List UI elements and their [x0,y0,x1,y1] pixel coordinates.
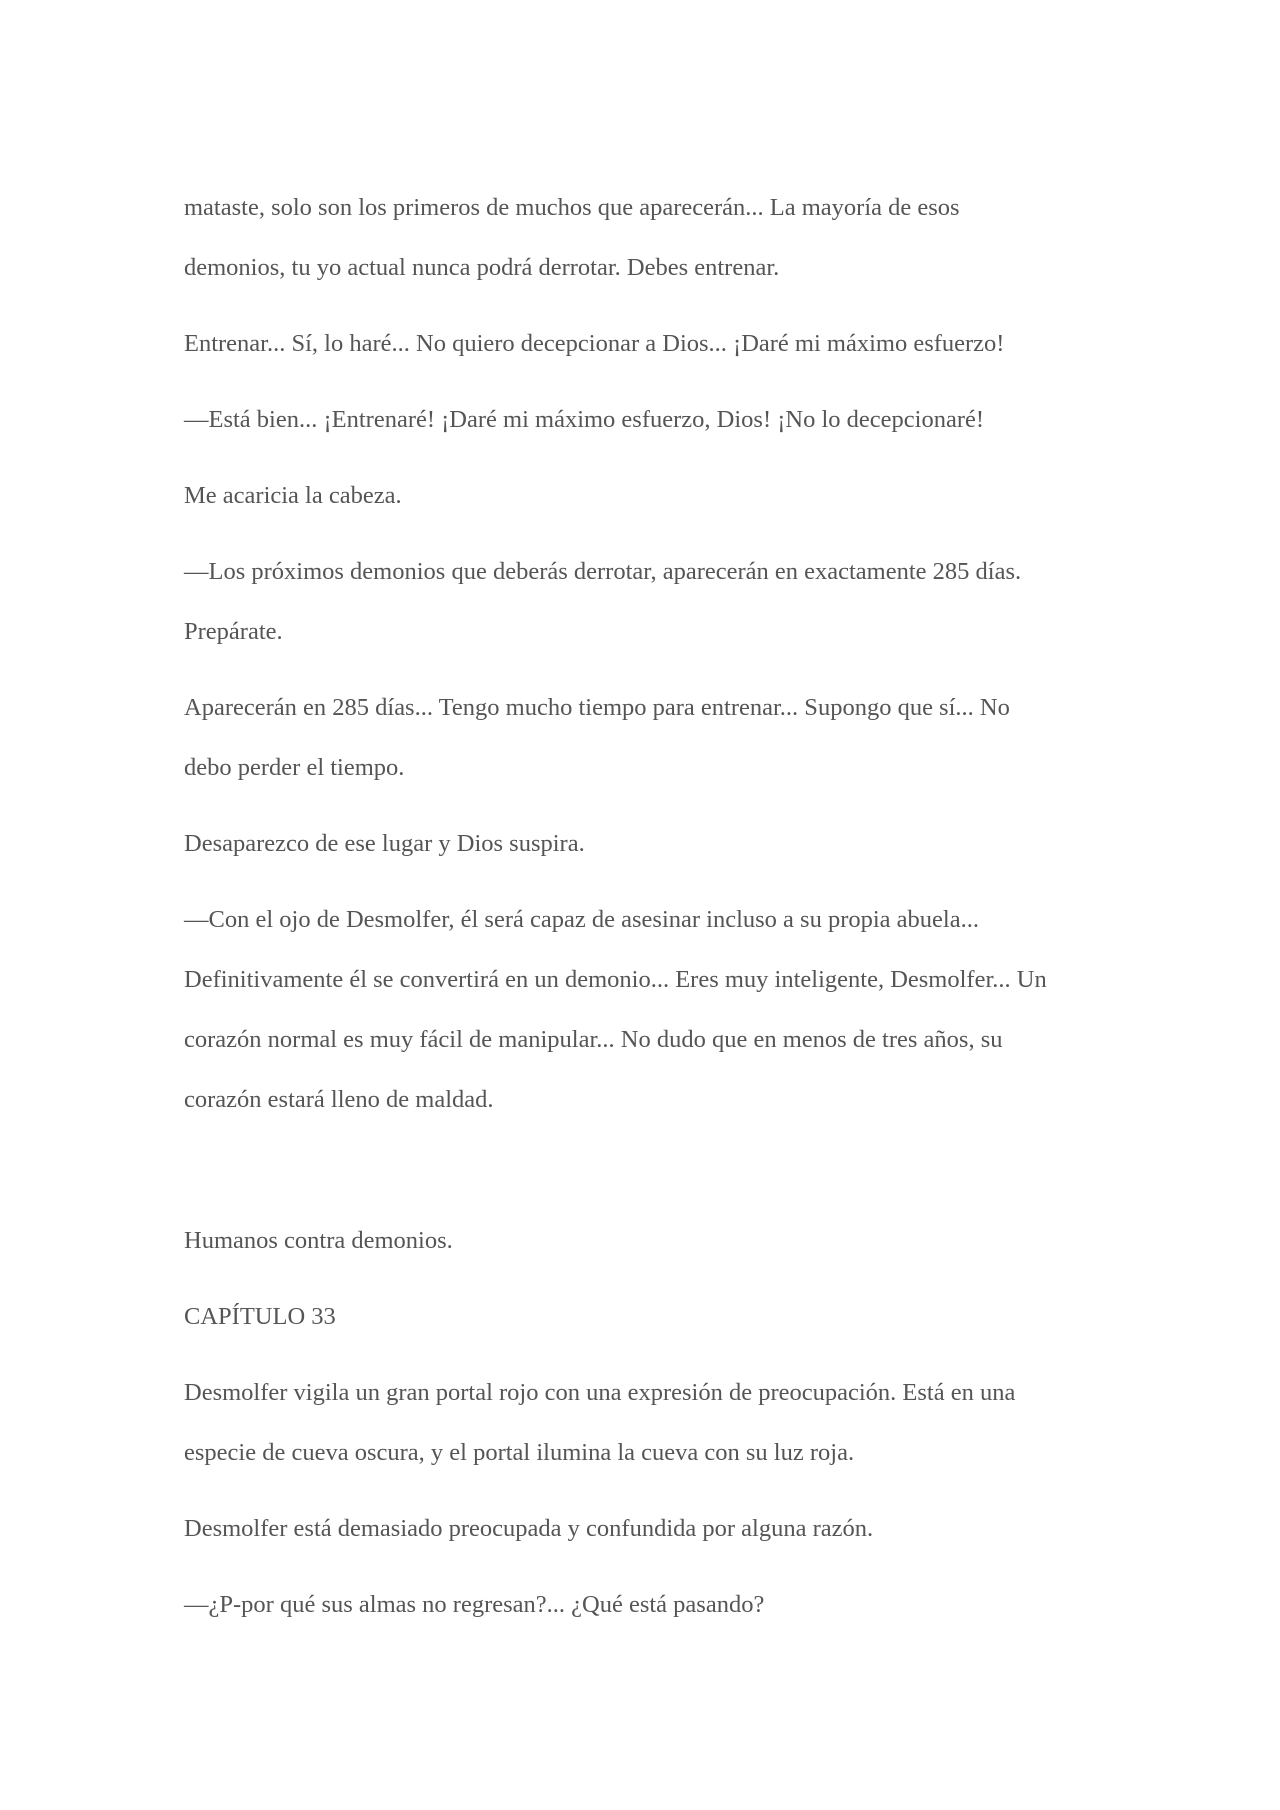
text-line: Prepárate. [184,618,283,645]
text-line: CAPÍTULO 33 [184,1303,336,1330]
text-line: Definitivamente él se convertirá en un demonio... Eres muy inteligente, Desmolfer... Un [184,966,1047,993]
text-line: Desmolfer está demasiado preocupada y confundida por alguna razón. [184,1515,874,1542]
text-line: Desaparezco de ese lugar y Dios suspira. [184,830,585,857]
dialogue-paragraph [184,390,1124,450]
paragraph [184,814,1124,874]
text-line: debo perder el tiempo. [184,754,405,781]
text-line: corazón normal es muy fácil de manipular... No dudo que en menos de tres años, su [184,1026,1003,1053]
dialogue-paragraph [184,542,1124,662]
text-line: Aparecerán en 285 días... Tengo mucho tiempo para entrenar... Supongo que sí... No [184,694,1010,721]
dialogue-paragraph [184,1575,1124,1635]
paragraph [184,678,1124,798]
text-line: —Está bien... ¡Entrenaré! ¡Daré mi máximo esfuerzo, Dios! ¡No lo decepcionaré! [184,406,985,433]
text-line: mataste, solo son los primeros de muchos que aparecerán... La mayoría de esos [184,194,960,221]
paragraph [184,466,1124,526]
text-line: —Los próximos demonios que deberás derrotar, aparecerán en exactamente 285 días. [184,558,1022,585]
text-line: corazón estará lleno de maldad. [184,1086,494,1113]
text-line: Humanos contra demonios. [184,1227,453,1254]
text-line: demonios, tu yo actual nunca podrá derrotar. Debes entrenar. [184,254,780,281]
text-line: Desmolfer vigila un gran portal rojo con una expresión de preocupación. Está en una [184,1379,1016,1406]
text-line: Entrenar... Sí, lo haré... No quiero decepcionar a Dios... ¡Daré mi máximo esfuerzo! [184,330,1005,357]
paragraph [184,178,1124,298]
paragraph [184,1499,1124,1559]
paragraph [184,314,1124,374]
paragraph [184,1363,1124,1483]
text-line: —¿P-por qué sus almas no regresan?... ¿Qué está pasando? [184,1591,765,1618]
text-line: Me acaricia la cabeza. [184,482,402,509]
text-line: especie de cueva oscura, y el portal ilumina la cueva con su luz roja. [184,1439,855,1466]
document-body [184,178,1124,1651]
dialogue-paragraph [184,890,1124,1130]
text-line: —Con el ojo de Desmolfer, él será capaz de asesinar incluso a su propia abuela... [184,906,979,933]
chapter-heading [184,1287,1124,1347]
book-title [184,1211,1124,1271]
